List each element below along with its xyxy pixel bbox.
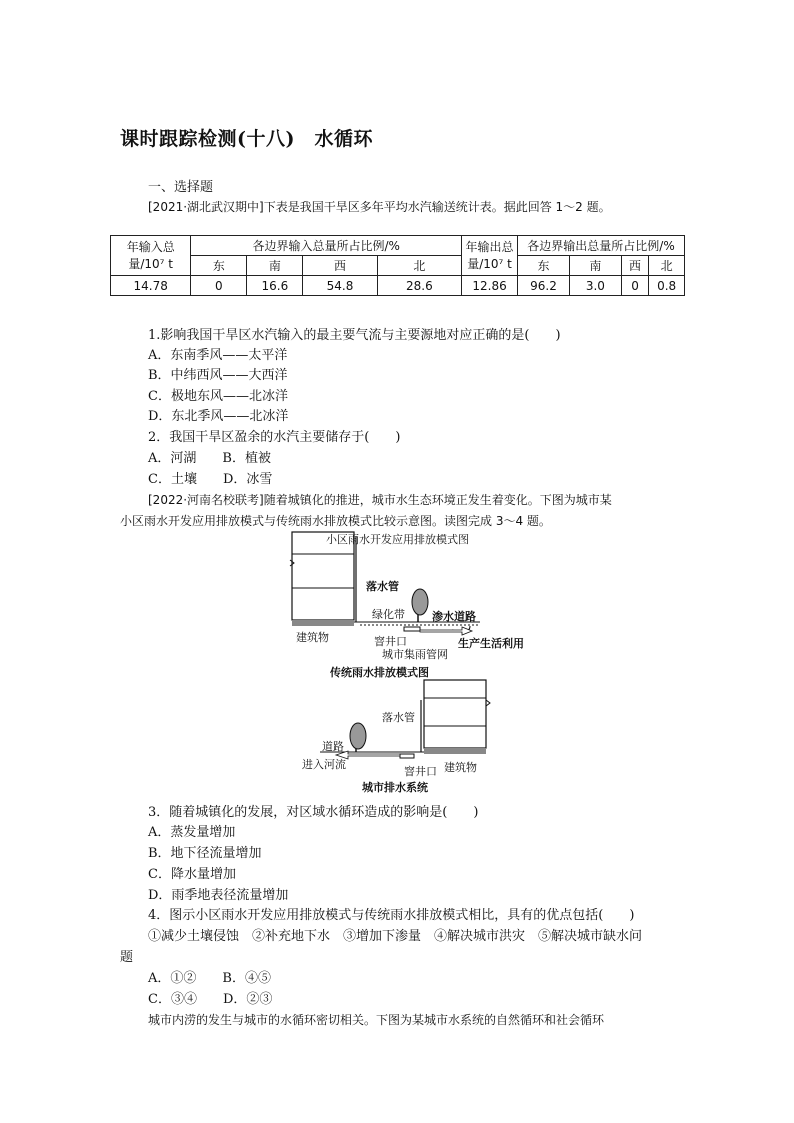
dir-east-out: 东 bbox=[518, 256, 570, 276]
q2-stem: 2．我国干旱区盈余的水汽主要储存于( ) bbox=[148, 430, 401, 445]
in-south-value: 16.6 bbox=[247, 276, 303, 296]
section-heading: 一、选择题 bbox=[148, 180, 214, 195]
figure-top-title: 小区雨水开发应用排放模式图 bbox=[326, 533, 469, 546]
header-out-total: 年输出总量/10⁷ t bbox=[462, 236, 518, 276]
tree-icon-bottom bbox=[350, 723, 366, 749]
header-in-total: 年输入总量/10⁷ t bbox=[111, 236, 191, 276]
q4-options-cd: C．③④ D．②③ bbox=[148, 992, 273, 1007]
q4-statements-line-2: 题 bbox=[120, 950, 134, 965]
out-south-value: 3.0 bbox=[569, 276, 621, 296]
in-west-value: 54.8 bbox=[303, 276, 377, 296]
q4-options-ab: A．①② B．④⑤ bbox=[148, 971, 271, 986]
in-north-value: 28.6 bbox=[377, 276, 461, 296]
label-building-bottom: 建筑物 bbox=[444, 761, 477, 774]
header-out-ratio: 各边界输出总量所占比例/% bbox=[518, 236, 685, 256]
page-title: 课时跟踪检测(十八) 水循环 bbox=[120, 128, 373, 150]
intro-2-line-1: [2022·河南名校联考]随着城镇化的推进，城市水生态环境正发生着变化。下图为城市某 bbox=[148, 493, 612, 507]
out-east-value: 96.2 bbox=[518, 276, 570, 296]
q1-option-c: C．极地东风——北冰洋 bbox=[148, 389, 288, 404]
label-downpipe-top: 落水管 bbox=[366, 580, 399, 593]
q1-option-b: B．中纬西风——大西洋 bbox=[148, 368, 288, 383]
q3-stem: 3．随着城镇化的发展，对区域水循环造成的影响是( ) bbox=[148, 805, 479, 820]
label-reuse: 生产生活利用 bbox=[458, 637, 524, 650]
out-north-value: 0.8 bbox=[649, 276, 685, 296]
label-drain-system: 城市排水系统 bbox=[362, 781, 428, 794]
manhole-bottom bbox=[400, 754, 414, 758]
q1-stem: 1.影响我国干旱区水汽输入的最主要气流与主要源地对应正确的是( ) bbox=[148, 328, 561, 343]
water-vapor-table bbox=[110, 235, 685, 296]
bottom-building-outline bbox=[424, 680, 486, 748]
label-permeable-road: 渗水道路 bbox=[432, 610, 476, 623]
intro-3: 城市内涝的发生与城市的水循环密切相关。下图为某城市水系统的自然循环和社会循环 bbox=[148, 1013, 605, 1027]
label-pipe-net: 城市集雨管网 bbox=[382, 648, 448, 661]
label-manhole-bottom: 窨井口 bbox=[404, 765, 437, 778]
header-in-ratio: 各边界输入总量所占比例/% bbox=[191, 236, 462, 256]
tree-icon-top bbox=[412, 589, 428, 615]
q4-stem: 4．图示小区雨水开发应用排放模式与传统雨水排放模式相比，具有的优点包括( ) bbox=[148, 908, 635, 923]
dir-north: 北 bbox=[377, 256, 461, 276]
intro-2-line-2: 小区雨水开发应用排放模式与传统雨水排放模式比较示意图。读图完成 3～4 题。 bbox=[120, 514, 551, 528]
dir-west-out: 西 bbox=[621, 256, 648, 276]
q1-option-a: A．东南季风——太平洋 bbox=[148, 348, 288, 363]
arrow-to-reuse bbox=[420, 627, 472, 635]
q2-options-cd: C．土壤 D．冰雪 bbox=[148, 472, 273, 487]
q2-options-ab: A．河湖 B．植被 bbox=[148, 451, 271, 466]
figure-trad-title: 传统雨水排放模式图 bbox=[330, 666, 429, 679]
bottom-building-breakmark bbox=[486, 700, 490, 706]
in-east-value: 0 bbox=[191, 276, 247, 296]
dir-south: 南 bbox=[247, 256, 303, 276]
label-to-river: 进入河流 bbox=[302, 758, 346, 771]
q3-option-c: C．降水量增加 bbox=[148, 867, 236, 882]
label-road: 道路 bbox=[322, 740, 344, 753]
dir-east: 东 bbox=[191, 256, 247, 276]
q3-option-a: A．蒸发量增加 bbox=[148, 825, 236, 840]
label-building-top: 建筑物 bbox=[296, 631, 329, 644]
out-total-value: 12.86 bbox=[462, 276, 518, 296]
dir-north-out: 北 bbox=[649, 256, 685, 276]
label-manhole-top: 窨井口 bbox=[374, 635, 407, 648]
q1-option-d: D．东北季风——北冰洋 bbox=[148, 409, 289, 424]
q4-statements-line-1: ①减少土壤侵蚀 ②补充地下水 ③增加下渗量 ④解决城市洪灾 ⑤解决城市缺水问 bbox=[148, 929, 643, 944]
dir-south-out: 南 bbox=[569, 256, 621, 276]
dir-west: 西 bbox=[303, 256, 377, 276]
label-downpipe-bottom: 落水管 bbox=[382, 711, 415, 724]
out-west-value: 0 bbox=[621, 276, 648, 296]
bottom-building-foundation bbox=[424, 748, 486, 754]
label-greenbelt: 绿化带 bbox=[372, 608, 405, 621]
manhole-top bbox=[404, 627, 420, 631]
q3-option-b: B．地下径流量增加 bbox=[148, 846, 262, 861]
in-total-value: 14.78 bbox=[111, 276, 191, 296]
q3-option-d: D．雨季地表径流量增加 bbox=[148, 888, 289, 903]
intro-1: [2021·湖北武汉期中]下表是我国干旱区多年平均水汽输送统计表。据此回答 1～2 题。 bbox=[148, 200, 611, 214]
top-building-foundation bbox=[292, 620, 354, 626]
